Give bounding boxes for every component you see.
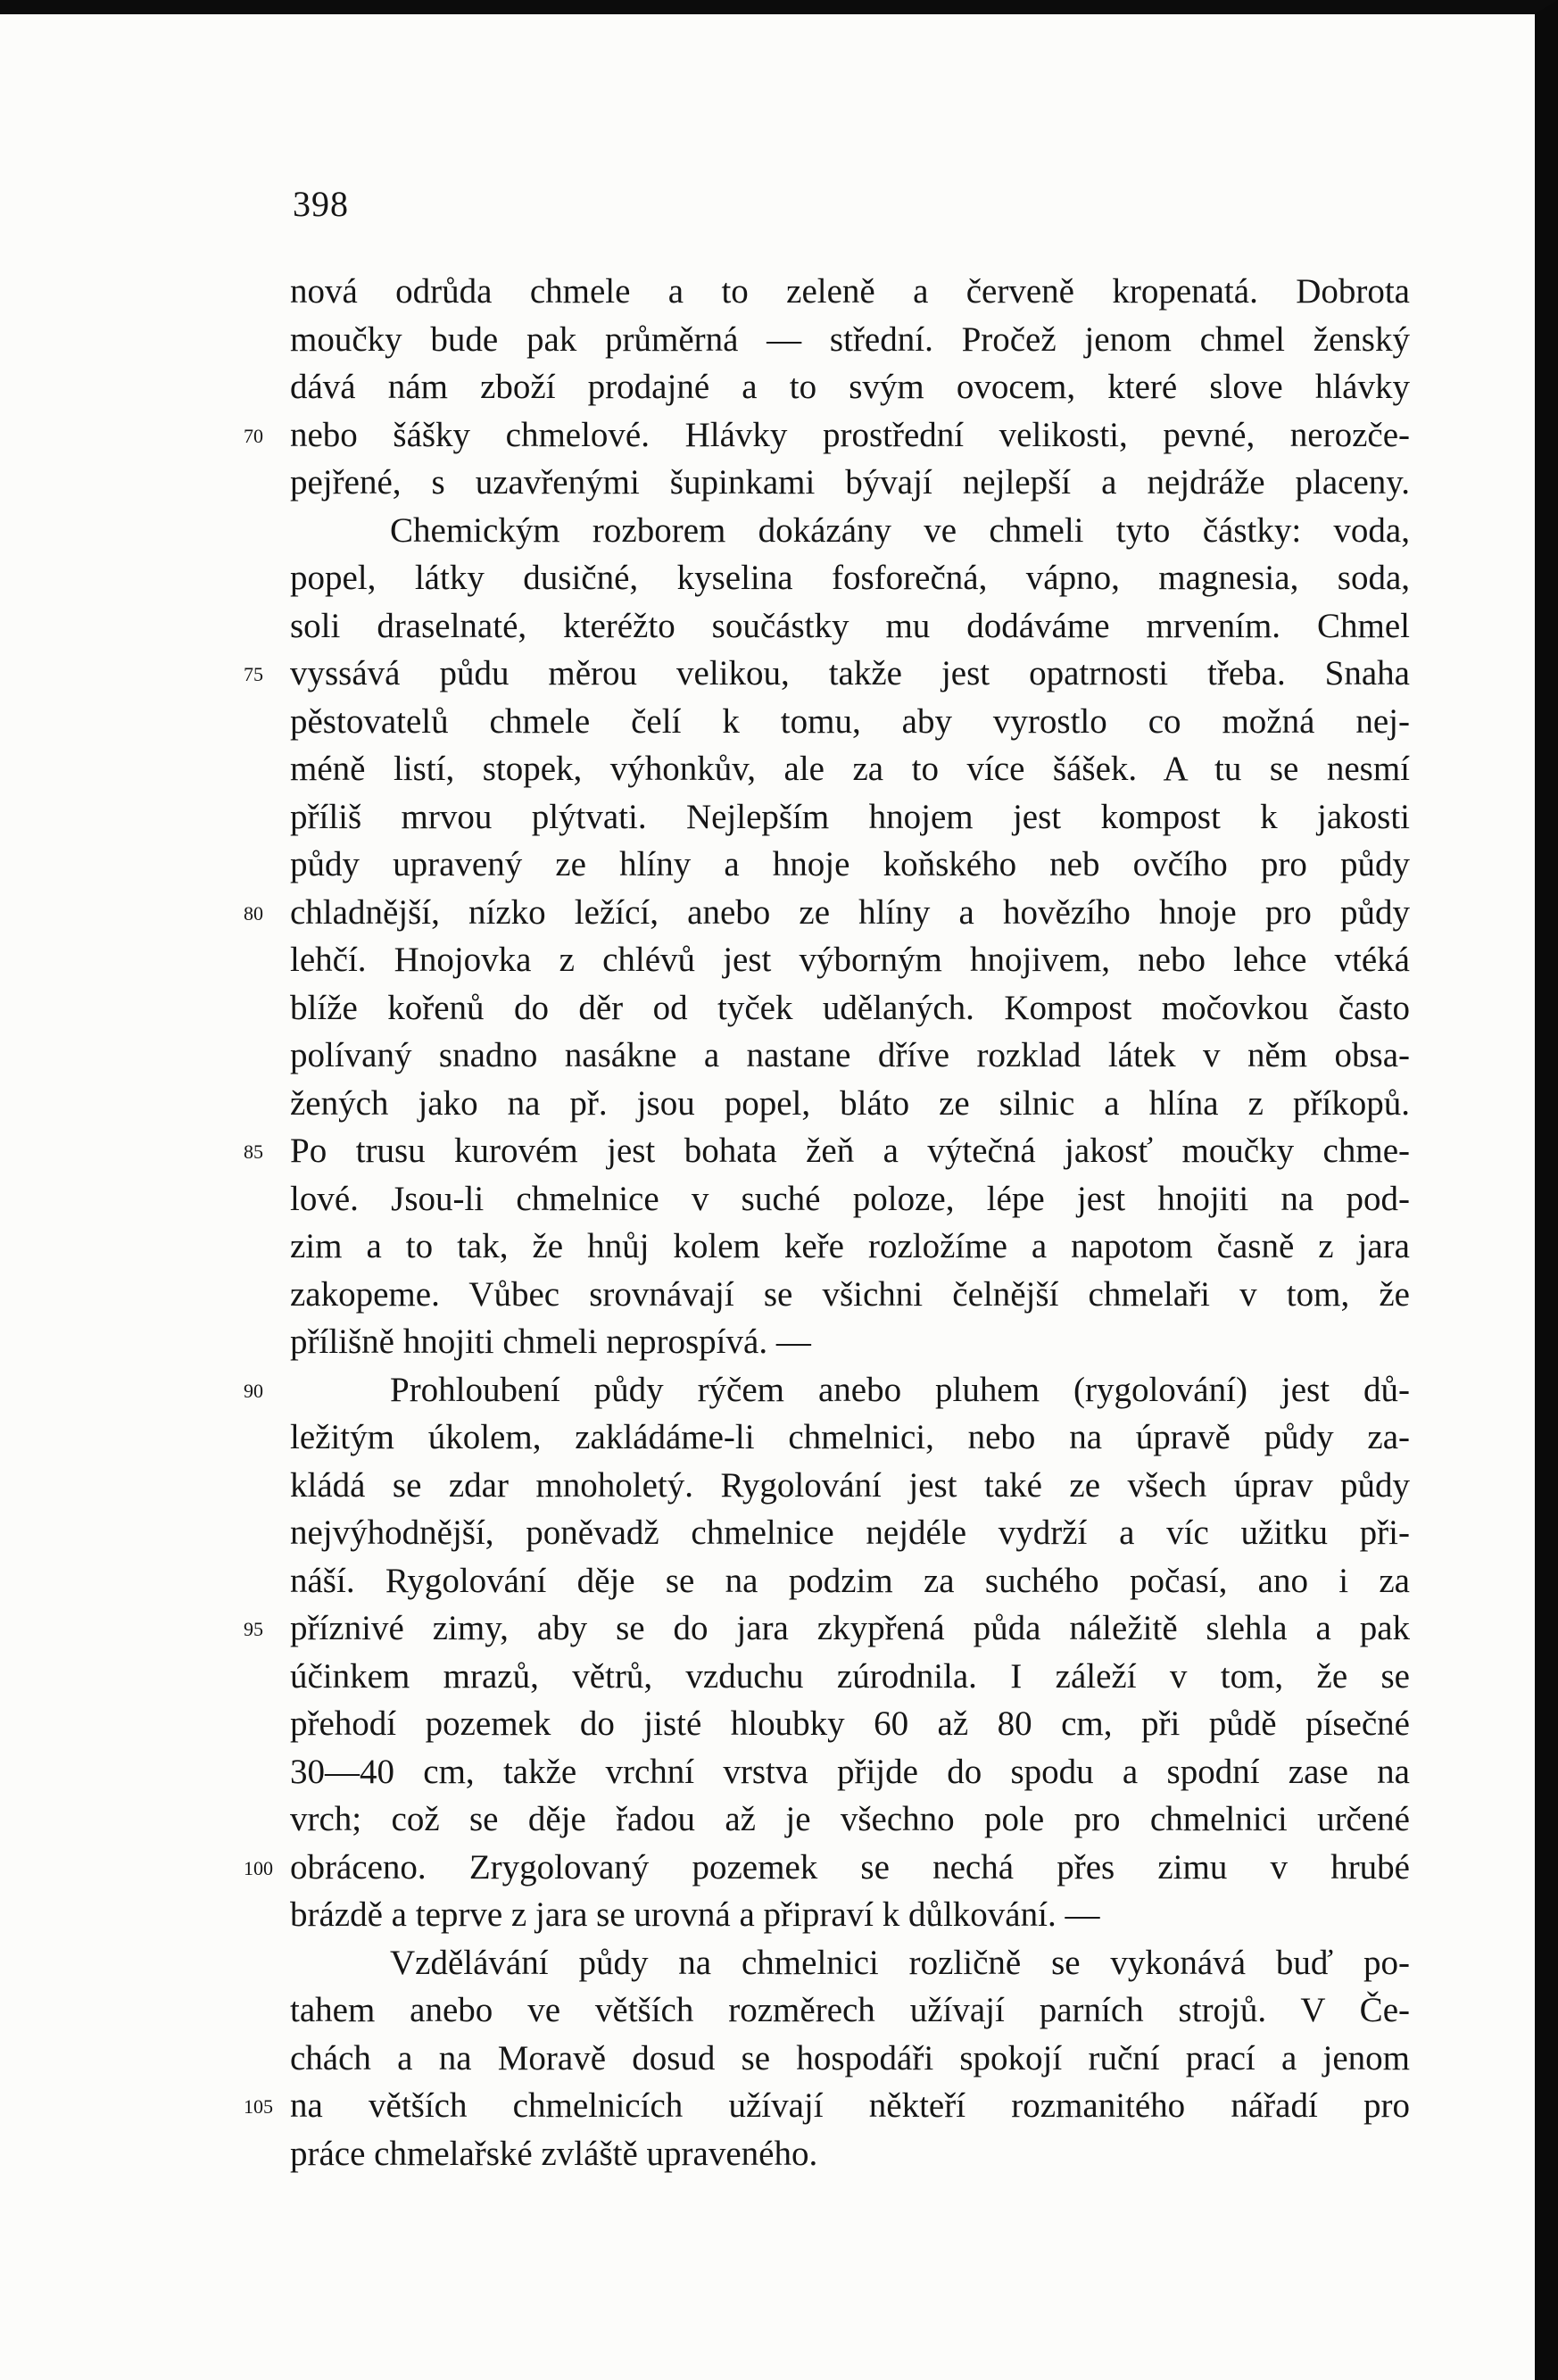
text-line [290, 1032, 1410, 1080]
text-line [244, 1844, 1410, 1892]
page-number: 398 [293, 184, 349, 224]
text-line [290, 1509, 1410, 1557]
line-number: 95 [244, 1618, 263, 1640]
text-line [290, 1700, 1410, 1748]
text-line [290, 459, 1410, 507]
line-number: 100 [244, 1856, 273, 1879]
line-text: přehodí pozemek do jisté hloubky 60 až 80 cm, při půdě písečné [290, 1704, 1410, 1743]
text-line [290, 2130, 1410, 2178]
line-text: nejvýhodnější, poněvadž chmelnice nejdéle vydrží a víc užitku při- [290, 1513, 1410, 1552]
line-number: 70 [244, 424, 263, 447]
line-text: pěstovatelů chmele čelí k tomu, aby vyrostlo co možná nej- [290, 701, 1410, 741]
text-line [290, 554, 1410, 602]
text-line [290, 698, 1410, 746]
text-line [290, 1986, 1410, 2035]
text-line [244, 411, 1410, 460]
line-text: obráceno. Zrygolovaný pozemek se nechá přes zimu v hrubé [290, 1847, 1410, 1887]
line-text: lehčí. Hnojovka z chlévů jest výborným hnojivem, nebo lehce vtéká [290, 941, 1410, 979]
line-text: soli draselnaté, kteréžto součástky mu dodáváme mrvením. Chmel [290, 606, 1410, 645]
text-line [244, 650, 1410, 698]
text-line [290, 316, 1410, 364]
line-text: Vzdělávání půdy na chmelnici rozličně se vykonává buď po- [390, 1943, 1410, 1982]
text-line [290, 363, 1410, 411]
line-text: ležitým úkolem, zakládáme-li chmelnici, nebo na úpravě půdy za- [290, 1418, 1410, 1456]
line-text: vyssává půdu měrou velikou, takže jest opatrnosti třeba. Snaha [290, 654, 1410, 692]
line-text: 30—40 cm, takže vrchní vrstva přijde do spodu a spodní zase na [290, 1752, 1410, 1791]
line-text: nebo šášky chmelové. Hlávky prostřední velikosti, pevné, nerozče- [290, 415, 1410, 454]
line-number: 85 [244, 1140, 263, 1163]
text-line [290, 745, 1410, 793]
line-text: moučky bude pak průměrná — střední. Pročež jenom chmel ženský [290, 319, 1410, 359]
text-line [244, 1605, 1410, 1653]
line-text: Prohloubení půdy rýčem anebo pluhem (rygolování) jest dů- [390, 1370, 1410, 1409]
text-line [290, 1891, 1410, 1939]
line-text: brázdě a teprve z jara se urovná a připraví k důlkování. — [290, 1895, 1100, 1934]
line-text: popel, látky dusičné, kyselina fosforečná, vápno, magnesia, soda, [290, 559, 1410, 597]
text-line [290, 841, 1410, 889]
line-text: příliš mrvou plýtvati. Nejlepším hnojem jest kompost k jakosti [290, 797, 1410, 836]
line-text: méně listí, stopek, výhonkův, ale za to více šášek. A tu se nesmí [290, 750, 1410, 788]
body-text [244, 268, 1410, 2177]
text-line [290, 1795, 1410, 1844]
text-line [290, 1748, 1410, 1796]
line-text: půdy upravený ze hlíny a hnoje koňského neb ovčího pro půdy [290, 845, 1410, 883]
line-number: 80 [244, 901, 263, 925]
text-line [290, 1223, 1410, 1271]
line-text: kládá se zdar mnoholetý. Rygolování jest také ze všech úprav půdy [290, 1465, 1410, 1505]
text-line [290, 793, 1410, 842]
line-number: 90 [244, 1379, 263, 1402]
line-text: účinkem mrazů, větrů, vzduchu zúrodnila. I záleží v tom, že se [290, 1656, 1410, 1696]
line-text: zim a to tak, že hnůj kolem keře rozložíme a napotom časně z jara [290, 1227, 1410, 1265]
line-text: přílišně hnojiti chmeli neprospívá. — [290, 1323, 811, 1361]
text-line [290, 1414, 1410, 1462]
text-line [290, 2035, 1410, 2083]
text-line [244, 1366, 1410, 1414]
line-text: tahem anebo ve větších rozměrech užívají parních strojů. V Če- [290, 1991, 1410, 2029]
text-line [290, 1557, 1410, 1605]
line-text: Chemickým rozborem dokázány ve chmeli tyto částky: voda, [390, 510, 1410, 550]
line-text: dává nám zboží prodajné a to svým ovocem, které slove hlávky [290, 368, 1410, 406]
text-line [290, 1271, 1410, 1319]
text-line [290, 984, 1410, 1032]
text-line [290, 936, 1410, 984]
line-text: na větších chmelnicích užívají někteří rozmanitého nářadí pro [290, 2086, 1410, 2125]
text-line [290, 1939, 1410, 1987]
line-text: práce chmelařské zvláště upraveného. [290, 2134, 818, 2173]
text-line [290, 602, 1410, 651]
line-text: nová odrůda chmele a to zeleně a červeně kropenatá. Dobrota [290, 272, 1410, 311]
line-number: 105 [244, 2095, 273, 2118]
line-text: blíže kořenů do děr od tyček udělaných. Kompost močovkou často [290, 988, 1410, 1027]
text-line [290, 1175, 1410, 1223]
text-line [290, 1462, 1410, 1510]
text-line [290, 1653, 1410, 1701]
line-text: chách a na Moravě dosud se hospodáři spokojí ruční prací a jenom [290, 2038, 1410, 2077]
line-text: zakopeme. Vůbec srovnávají se všichni čelnější chmelaři v tom, že [290, 1274, 1410, 1314]
line-text: chladnější, nízko ležící, anebo ze hlíny a hovězího hnoje pro půdy [290, 892, 1410, 932]
text-line [290, 507, 1410, 555]
text-line [290, 268, 1410, 316]
line-text: žených jako na př. jsou popel, bláto ze silnic a hlína z příkopů. [290, 1083, 1410, 1123]
line-text: Po trusu kurovém jest bohata žeň a výtečná jakosť moučky chme- [290, 1132, 1410, 1170]
line-text: lové. Jsou-li chmelnice v suché poloze, lépe jest hnojiti na pod- [290, 1179, 1410, 1218]
text-line [244, 2082, 1410, 2130]
line-text: polívaný snadno nasákne a nastane dříve rozklad látek v něm obsa- [290, 1036, 1410, 1074]
line-number: 75 [244, 663, 263, 685]
text-line [290, 1080, 1410, 1128]
text-line [244, 889, 1410, 937]
text-line [290, 1318, 1410, 1366]
line-text: příznivé zimy, aby se do jara zkypřená půda náležitě slehla a pak [290, 1609, 1410, 1647]
line-text: pejřené, s uzavřenými šupinkami bývají nejlepší a nejdráže placeny. [290, 463, 1410, 502]
line-text: vrch; což se děje řadou až je všechno pole pro chmelnici určené [290, 1800, 1410, 1838]
text-line [244, 1127, 1410, 1175]
line-text: náší. Rygolování děje se na podzim za suchého počasí, ano i za [290, 1561, 1410, 1600]
